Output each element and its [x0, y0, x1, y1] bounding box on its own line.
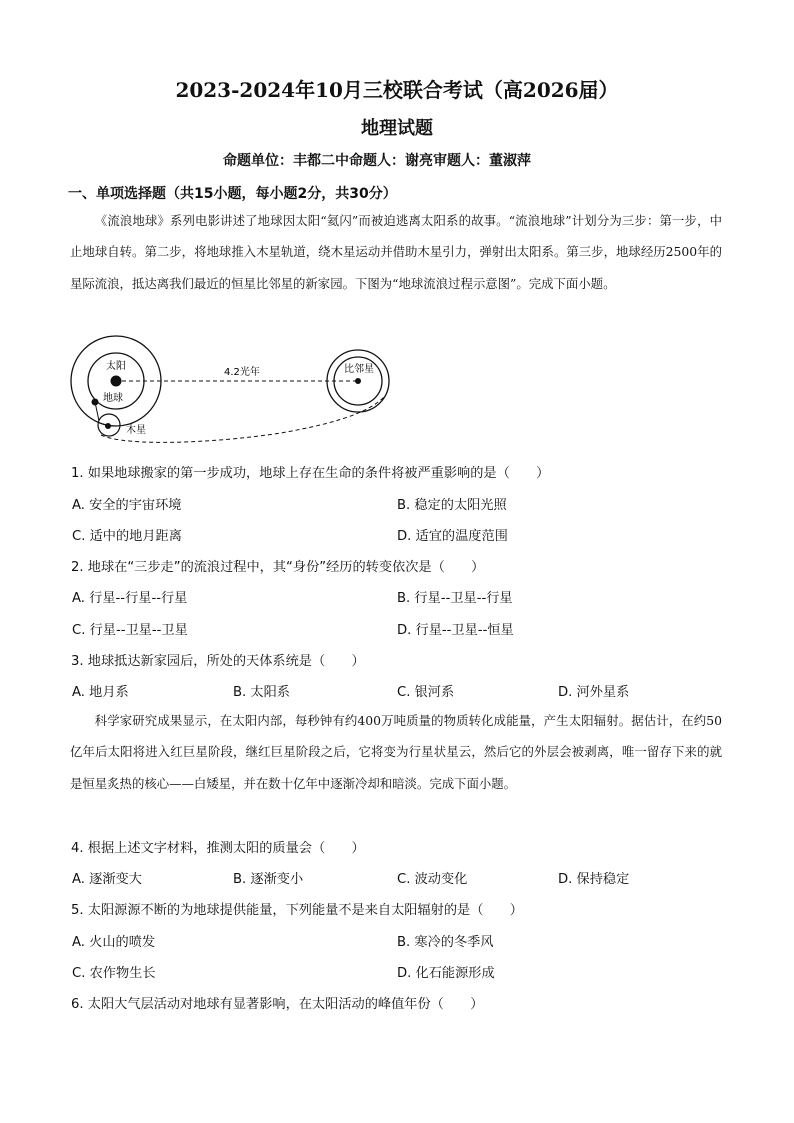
question-6: 6. 太阳大气层活动对地球有显著影响，在太阳活动的峰值年份（ ） [71, 997, 484, 1012]
q3-option-d[interactable]: D. 河外星系 [558, 685, 630, 700]
proxima-star-icon [355, 378, 361, 384]
q4-option-d[interactable]: D. 保持稳定 [558, 872, 630, 887]
q5-option-b[interactable]: B. 寒冷的冬季风 [397, 935, 494, 950]
question-5: 5. 太阳源源不断的为地球提供能量，下列能量不是来自太阳辐射的是（ ） [71, 903, 523, 918]
q5-option-a[interactable]: A. 火山的喷发 [72, 935, 156, 950]
question-2: 2. 地球在“三步走”的流浪过程中，其“身份”经历的转变依次是（ ） [71, 560, 485, 575]
question-3: 3. 地球抵达新家园后，所处的天体系统是（ ） [71, 654, 365, 669]
exam-credits: 命题单位：丰都二中命题人：谢亮审题人：董淑萍 [223, 153, 531, 169]
exam-title: 2023-2024年10月三校联合考试（高2026届） [175, 78, 619, 102]
q3-option-b[interactable]: B. 太阳系 [233, 685, 290, 700]
q2-option-a[interactable]: A. 行星--行星--行星 [72, 591, 188, 606]
passage-wandering-earth: 《流浪地球》系列电影讲述了地球因太阳“氦闪”而被迫逃离太阳系的故事。“流浪地球”计划分为三步：第一步，中止地球自转。第二步，将地球推入木星轨道，绕木星运动并借助木星引力，弹射出太阳系。第三步，地球经历2500年的星际流浪，抵达离我们最近的恒星比邻星的新家园。下图为“地球流浪过程示意图”。完成下面小题。 [70, 213, 722, 291]
q1-option-d[interactable]: D. 适宜的温度范围 [397, 529, 508, 544]
q1-option-b[interactable]: B. 稳定的太阳光照 [397, 498, 507, 513]
q2-option-d[interactable]: D. 行星--卫星--恒星 [397, 623, 514, 638]
jupiter-label: 木星 [126, 425, 146, 436]
passage-sun-evolution: 科学家研究成果显示，在太阳内部，每秒钟有约400万吨质量的物质转化成能量，产生太阳辐射。据估计，在约50亿年后太阳将进入红巨星阶段，继红巨星阶段之后，它将变为行星状星云，然后它的外层会被剥离，唯一留存下来的就是恒星炙热的核心——白矮星，并在数十亿年中逐渐冷却和暗淡。完成下面小题。 [70, 713, 722, 791]
q1-option-a[interactable]: A. 安全的宇宙环境 [72, 498, 182, 513]
q5-option-d[interactable]: D. 化石能源形成 [397, 966, 495, 981]
sun-label: 太阳 [106, 361, 126, 372]
question-1: 1. 如果地球搬家的第一步成功，地球上存在生命的条件将被严重影响的是（ ） [71, 466, 550, 481]
q5-option-c[interactable]: C. 农作物生长 [72, 966, 156, 981]
proxima-label: 比邻星 [344, 364, 374, 375]
distance-label: 4.2光年 [224, 367, 260, 378]
earth-label: 地球 [103, 393, 123, 404]
subject-title: 地理试题 [361, 118, 433, 139]
question-4: 4. 根据上述文字材料，推测太阳的质量会（ ） [71, 841, 365, 856]
jupiter-icon [105, 423, 111, 429]
q4-option-c[interactable]: C. 波动变化 [397, 872, 468, 887]
sun-icon [111, 376, 122, 387]
q1-option-c[interactable]: C. 适中的地月距离 [72, 529, 182, 544]
q2-option-b[interactable]: B. 行星--卫星--行星 [397, 591, 513, 606]
q3-option-c[interactable]: C. 银河系 [397, 685, 455, 700]
q4-option-a[interactable]: A. 逐渐变大 [72, 872, 142, 887]
wandering-earth-diagram [66, 335, 396, 450]
q4-option-b[interactable]: B. 逐渐变小 [233, 872, 304, 887]
q3-option-a[interactable]: A. 地月系 [72, 685, 129, 700]
section-heading: 一、单项选择题（共15小题，每小题2分，共30分） [68, 186, 397, 202]
q2-option-c[interactable]: C. 行星--卫星--卫星 [72, 623, 188, 638]
